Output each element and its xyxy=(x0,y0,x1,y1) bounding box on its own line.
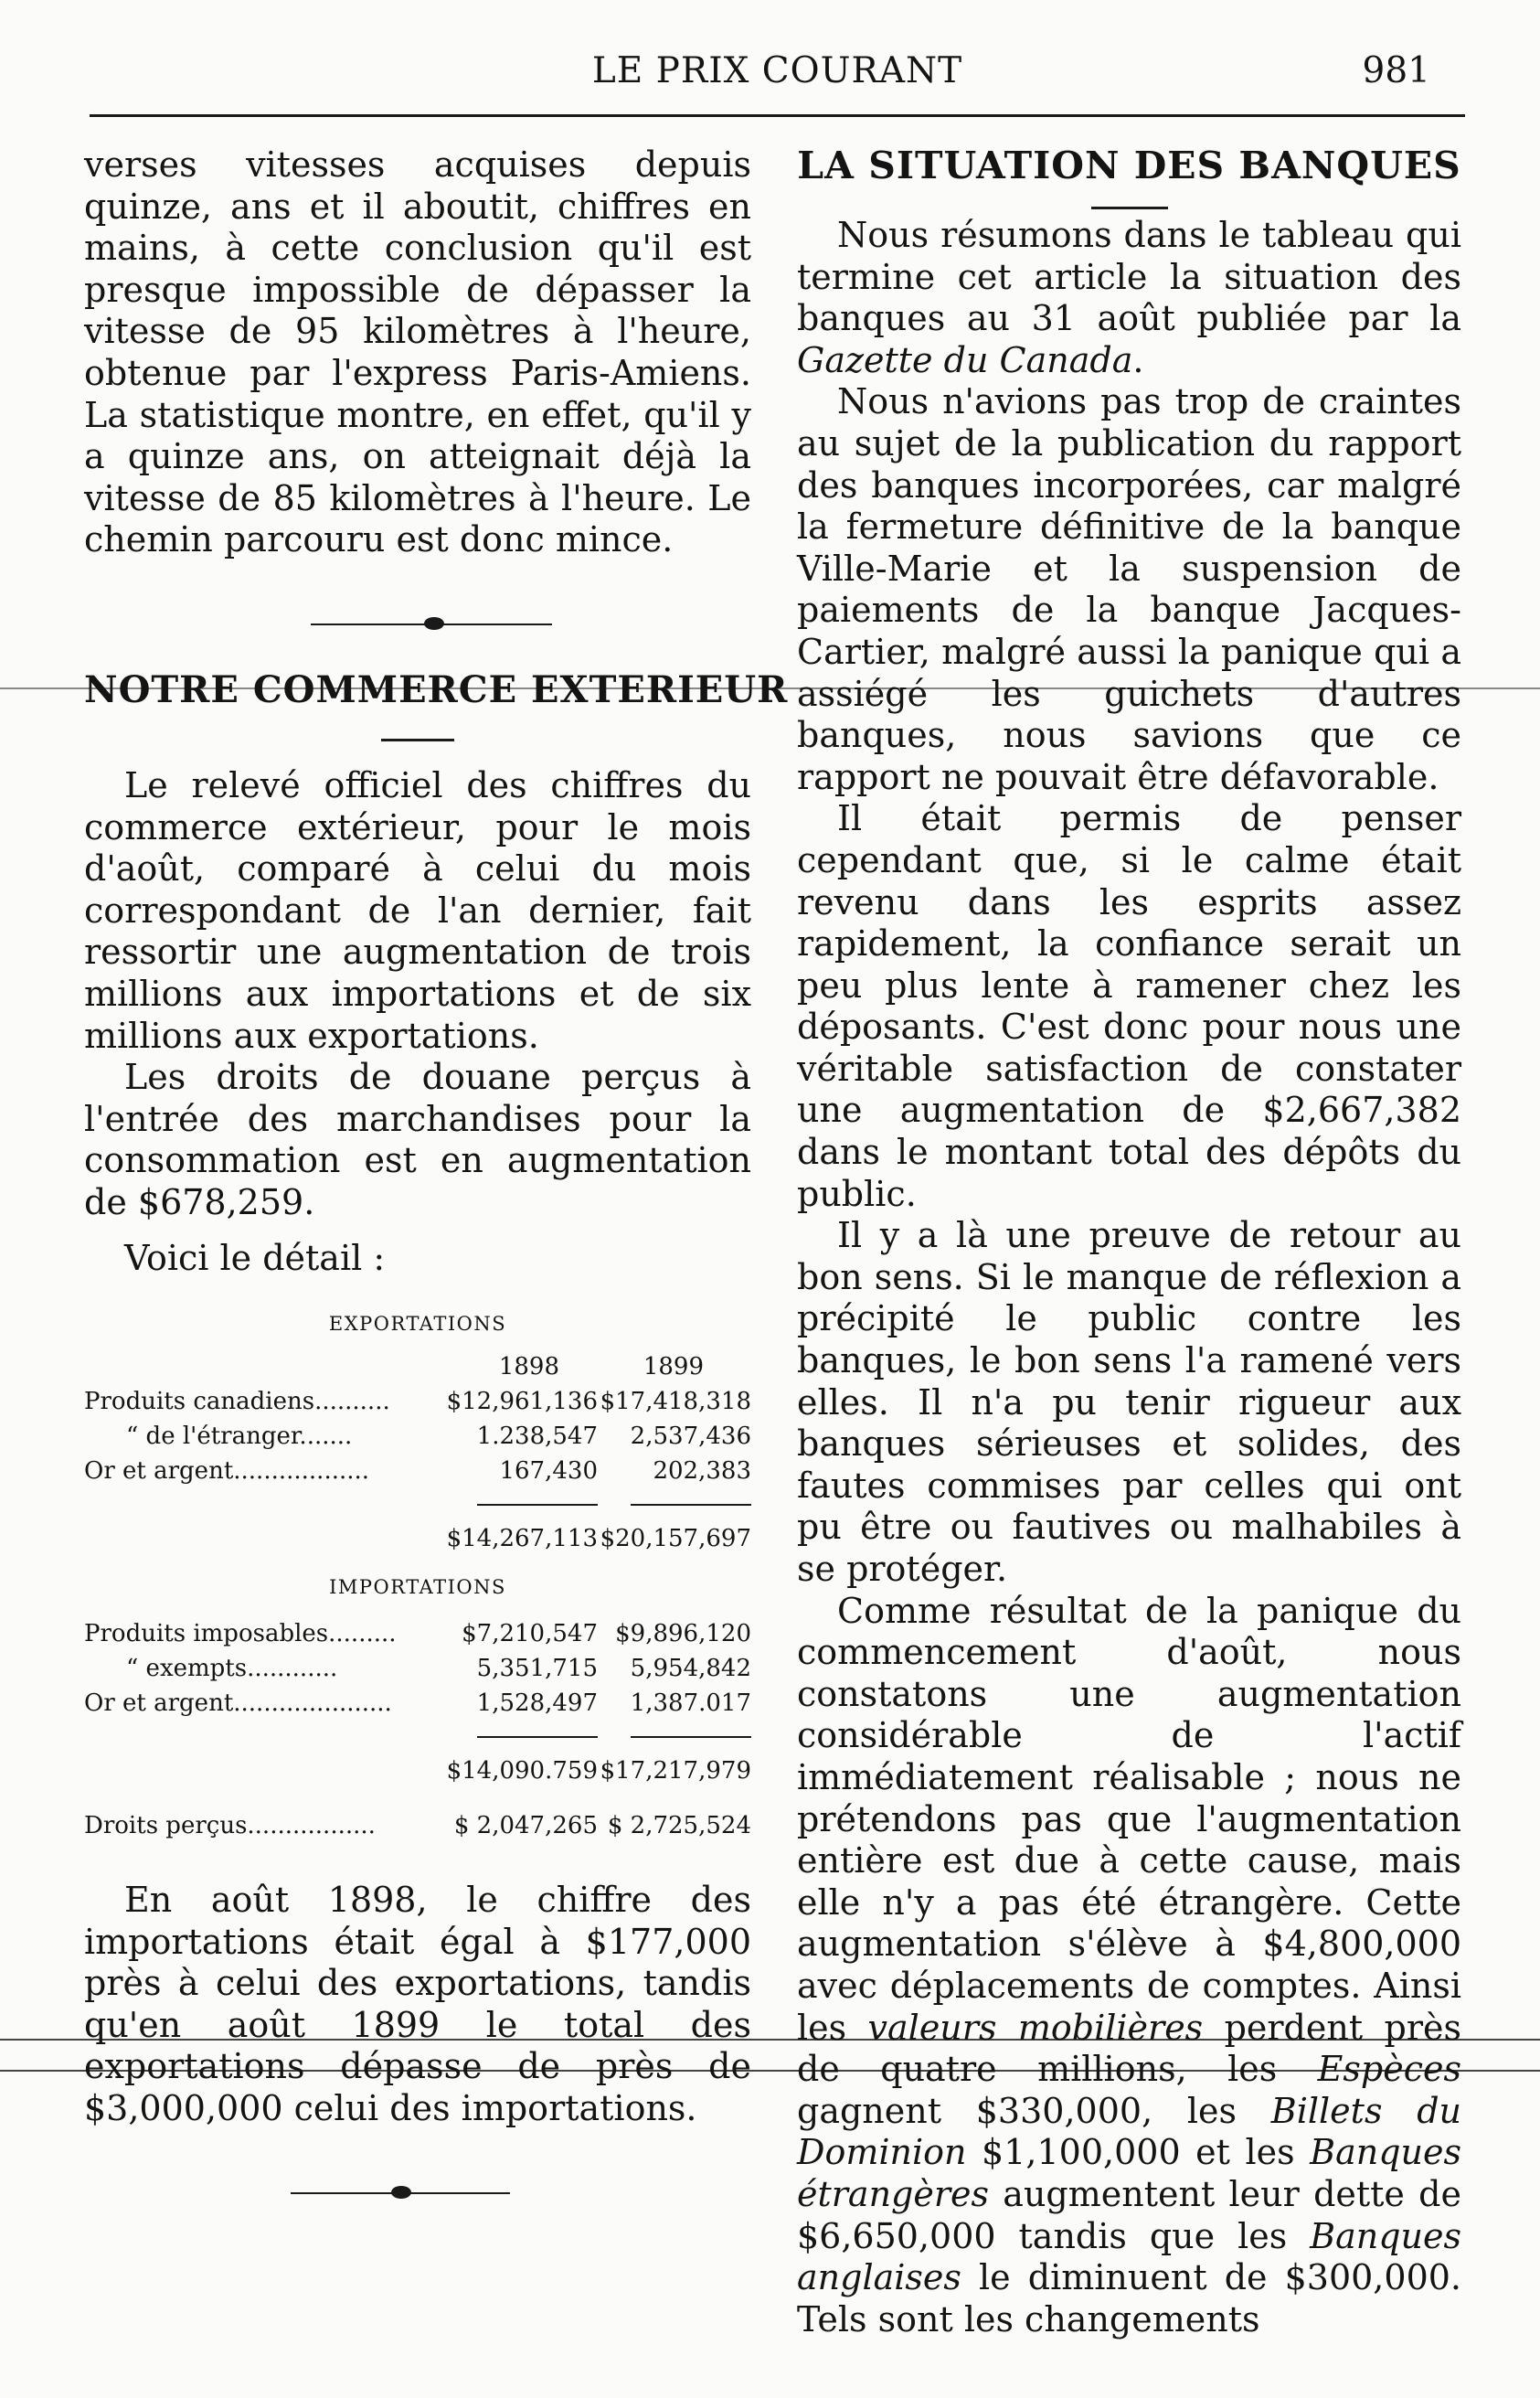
exportations-total-row: $14,267,113 $20,157,697 xyxy=(446,1525,751,1553)
end-ornament xyxy=(84,2185,751,2201)
importations-total-row: $14,090.759 $17,217,979 xyxy=(446,1757,751,1785)
commerce-paragraph: Le relevé officiel des chiffres du commerce extérieur, pour le mois d'août, comparé à celui du mois correspondant de l'an dernier, fait ressortir une augmentation de trois millions aux importations et de six millions aux exportations. xyxy=(84,764,751,1056)
sum-rules xyxy=(84,1730,751,1744)
table-row: Produits imposables......... $7,210,547 $9,896,120 xyxy=(84,1620,751,1648)
banques-paragraph: Nous résumons dans le tableau qui termine cet article la situation des banques au 31 août publiée par la Gazette du Canada. xyxy=(797,215,1461,380)
sum-rules xyxy=(84,1497,751,1512)
table-row: Or et argent.................. 167,430 202,383 xyxy=(84,1457,751,1486)
exportations-title: EXPORTATIONS xyxy=(328,1313,507,1336)
year-1899: 1899 xyxy=(643,1353,704,1381)
right-column xyxy=(797,144,1461,2340)
header-rule xyxy=(90,114,1465,117)
section-ornament xyxy=(84,616,751,633)
article-title-commerce: NOTRE COMMERCE EXTERIEUR xyxy=(84,667,789,711)
title-dash xyxy=(381,739,454,741)
banques-paragraph: Il était permis de penser cependant que, si le calme était revenu dans les esprits assez rapidement, la confiance serait un peu plus lente à ramener chez les déposants. C'est donc pour nous une véritable satisfaction de constater une augmentation de $2,667,382 dans le montant total des dépôts du public. xyxy=(797,798,1461,1214)
table-row: Produits canadiens.......... $12,961,136 $17,418,318 xyxy=(84,1388,751,1416)
duties-row: Droits perçus................. $ 2,047,265 $ 2,725,524 xyxy=(84,1812,751,1840)
running-title: LE PRIX COURANT xyxy=(591,50,963,91)
importations-title: IMPORTATIONS xyxy=(329,1576,506,1599)
title-dash xyxy=(1091,207,1168,209)
article-title-banques: LA SITUATION DES BANQUES xyxy=(797,144,1461,187)
table-row: “ de l'étranger....... 1.238,547 2,537,436 xyxy=(126,1423,751,1451)
year-1898: 1898 xyxy=(498,1353,559,1381)
continued-paragraph: verses vitesses acquises depuis quinze, ans et il aboutit, chiffres en mains, à cette conclusion qu'il est presque impossible de dépasser la vitesse de 95 kilomètres à l'heure, obtenue par l'express Paris-Amiens. La statistique montre, en effet, qu'il y a quinze ans, on atteignait déjà la vitesse de 85 kilomètres à l'heure. Le chemin parcouru est donc mince. xyxy=(84,144,751,560)
page-header xyxy=(90,50,1465,105)
closing-paragraph: En août 1898, le chiffre des importations était égal à $177,000 près à celui des exportations, tandis qu'en août 1899 le total des exportations dépasse de près de $3,000,000 celui des importations. xyxy=(84,1880,751,2129)
table-row: “ exempts............ 5,351,715 5,954,842 xyxy=(126,1655,751,1683)
table-row: Or et argent..................... 1,528,497 1,387.017 xyxy=(84,1689,751,1718)
banques-paragraph: Nous n'avions pas trop de craintes au sujet de la publication du rapport des banques incorporées, car malgré la fermeture définitive de la banque Ville-Marie et la suspension de paiements de la banque Jacques-Cartier, malgré aussi la panique qui a assiégé les guichets d'autres banques, nous savions que ce rapport ne pouvait être défavorable. xyxy=(797,381,1461,797)
detail-intro: Voici le détail : xyxy=(124,1238,386,1279)
trade-table xyxy=(84,1313,751,1843)
banques-paragraph: Comme résultat de la panique du commencement d'août, nous constatons une augmentation considérable de l'actif immédiatement réalisable ; nous ne prétendons pas que l'augmentation entière est due à cette cause, mais elle n'y a pas été étrangère. Cette augmentation s'élève à $4,800,000 avec déplacements de comptes. Ainsi les valeurs mobilières perdent près de quatre millions, les Espèces gagnent $330,000, les Billets du Dominion $1,100,000 et les Banques étrangères augmentent leur dette de $6,650,000 tandis que les Banques anglaises le diminuent de $300,000. Tels sont les changements xyxy=(797,1590,1461,2339)
commerce-paragraph: Les droits de douane perçus à l'entrée des marchandises pour la consommation est en augmentation de $678,259. xyxy=(84,1057,751,1222)
year-header-row xyxy=(84,1349,751,1384)
page-number: 981 xyxy=(1362,50,1430,91)
banques-paragraph: Il y a là une preuve de retour au bon sens. Si le manque de réflexion a précipité le public contre les banques, le bon sens l'a ramené vers elles. Il n'a pu tenir rigueur aux banques sérieuses et solides, des fautes commises par celles qui ont pu être ou fautives ou malhabiles à se protéger. xyxy=(797,1215,1461,1589)
left-column xyxy=(84,144,789,2201)
